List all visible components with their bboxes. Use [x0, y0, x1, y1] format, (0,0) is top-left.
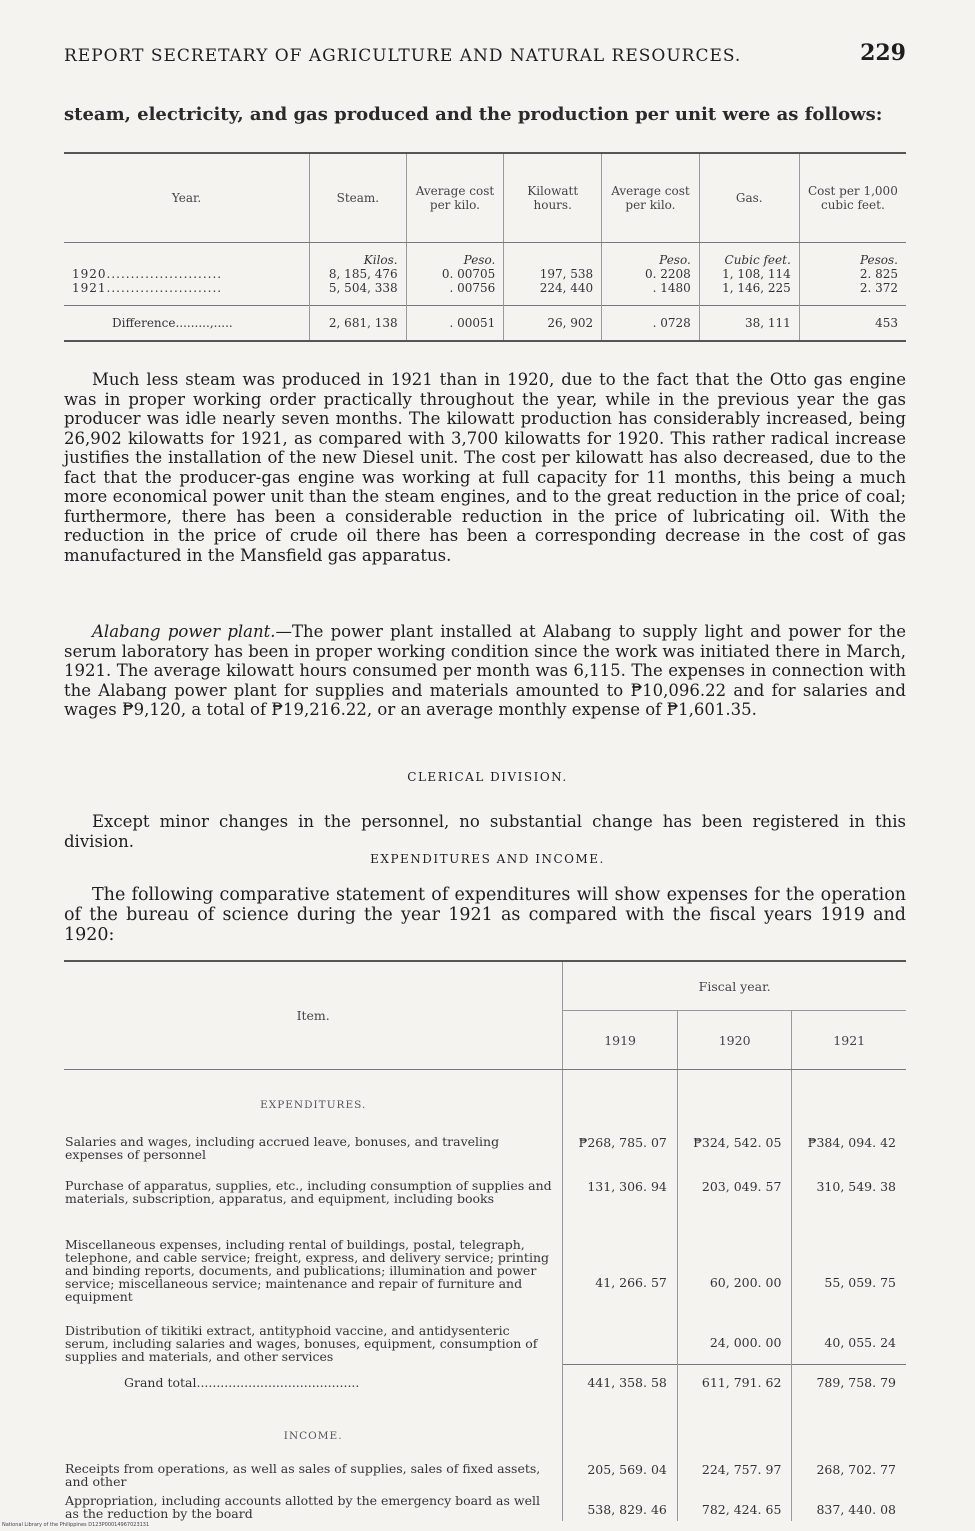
difference-label: Difference.........,..... — [64, 306, 310, 342]
col-cost-gas: Cost per 1,000 cubic feet. — [799, 153, 906, 243]
cell-1919: 41, 266. 57 — [563, 1206, 678, 1304]
alabang-title: Alabang power plant. — [92, 622, 276, 641]
cell-1919: ₱268, 785. 07 — [563, 1112, 678, 1162]
unit-avg-cost-steam: Peso. — [406, 243, 504, 268]
cell-1919: 205, 569. 04 — [563, 1443, 678, 1489]
diff-steam: 2, 681, 138 — [310, 306, 407, 342]
expenditures-section-label: EXPENDITURES. — [260, 1099, 367, 1111]
cell-1921: 40, 055. 24 — [792, 1304, 906, 1364]
units-row — [64, 243, 906, 268]
cell-1920: 24, 000. 00 — [677, 1304, 792, 1364]
income-item: Appropriation, including accounts allotted by the emergency board as well as the reduction by the board — [65, 1492, 540, 1521]
cell-kwh: 197, 538 — [504, 267, 602, 281]
expenditures-heading: EXPENDITURES AND INCOME. — [370, 852, 605, 866]
cell-1920: 203, 049. 57 — [677, 1162, 792, 1206]
total-1921: 789, 758. 79 — [792, 1364, 906, 1401]
cell-1921: ₱384, 094. 42 — [792, 1112, 906, 1162]
page-number: 229 — [860, 40, 906, 66]
cell-1921: 268, 702. 77 — [792, 1443, 906, 1489]
expenditures-table — [64, 960, 906, 1521]
unit-avg-cost-kwh: Peso. — [602, 243, 700, 268]
income-item: Receipts from operations, as well as sales of supplies, sales of fixed assets, and other — [65, 1460, 541, 1489]
diff-avg-cost-kwh: . 0728 — [602, 306, 700, 342]
diff-cost-gas: 453 — [799, 306, 906, 342]
cell-1920: 60, 200. 00 — [677, 1206, 792, 1304]
table-row — [64, 1443, 906, 1489]
expense-item: Purchase of apparatus, supplies, etc., including consumption of supplies and materials, subscription, apparatus, and equipment, including books — [65, 1178, 552, 1206]
production-table — [64, 152, 906, 342]
cell-1921: 310, 549. 38 — [792, 1162, 906, 1206]
cell-cost-gas: 2. 372 — [799, 281, 906, 306]
footer-credit: National Library of the Philippines D123P00014967023131 — [2, 1522, 150, 1528]
cell-1920: 782, 424. 65 — [677, 1489, 792, 1521]
total-1919: 441, 358. 58 — [563, 1364, 678, 1401]
cell-1920: ₱324, 542. 05 — [677, 1112, 792, 1162]
running-head — [64, 40, 906, 66]
income-section-label: INCOME. — [283, 1429, 343, 1442]
diff-gas: 38, 111 — [699, 306, 799, 342]
cell-1920: 224, 757. 97 — [677, 1443, 792, 1489]
table-row — [64, 1206, 906, 1304]
alabang-text: —The power plant installed at Alabang to supply light and power for the serum laboratory has been in proper working condition since the work was initiated there in March, 1921. The average kilowatt hours consumed per month was 6,115. The expenses in connection with the Alabang power plant for supplies and materials amounted to ₱10,096.22 and for salaries and wages ₱9,120, a total of ₱19,216.22, or an average monthly expense of ₱1,601.35. — [64, 622, 906, 719]
table-row — [64, 281, 906, 306]
diff-avg-cost-steam: . 00051 — [406, 306, 504, 342]
cell-1921: 55, 059. 75 — [792, 1206, 906, 1304]
unit-steam: Kilos. — [310, 243, 407, 268]
cell-1919: 538, 829. 46 — [563, 1489, 678, 1521]
cell-gas: 1, 146, 225 — [699, 281, 799, 306]
col-steam: Steam. — [310, 153, 407, 243]
row-year: 1920........................ — [72, 267, 223, 281]
table-row — [64, 1162, 906, 1206]
unit-kwh — [504, 243, 602, 268]
difference-row — [64, 306, 906, 342]
steam-paragraph: Much less steam was produced in 1921 than in 1920, due to the fact that the Otto gas engine was in proper working order practically throughout the year, while in the previous year the gas producer was idle nearly seven months. The kilowatt production has considerably increased, being 26,902 kilowatts for 1921, as compared with 3,700 kilowatts for 1920. This rather radical increase justifies the installation of the new Diesel unit. The cost per kilowatt has also decreased, due to the fact that the producer-gas engine was working at full capacity for 11 months, this being a much more economical power unit than the steam engines, and to the great reduction in the price of coal; furthermore, there has been a considerable reduction in the price of lubricating oil. With the reduction in the price of crude oil there has been a corresponding decrease in the cost of gas manufactured in the Mansfield gas apparatus. — [64, 370, 906, 565]
table-row — [64, 267, 906, 281]
total-1920: 611, 791. 62 — [677, 1364, 792, 1401]
cell-1919 — [563, 1304, 678, 1364]
clerical-paragraph: Except minor changes in the personnel, no substantial change has been registered in this division. — [64, 812, 906, 851]
cell-1919: 131, 306. 94 — [563, 1162, 678, 1206]
cell-kwh: 224, 440 — [504, 281, 602, 306]
expense-item: Miscellaneous expenses, including rental of buildings, postal, telegraph, telephone, and cable service; freight, express, and delivery service; printing and binding reports, documents, and publications; illumination and power service; miscellaneous service; maintenance and repair of furniture and equipment — [65, 1237, 550, 1304]
cell-gas: 1, 108, 114 — [699, 267, 799, 281]
alabang-paragraph — [64, 622, 906, 720]
col-gas: Gas. — [699, 153, 799, 243]
col-1921: 1921 — [792, 1011, 906, 1070]
cell-1921: 837, 440. 08 — [792, 1489, 906, 1521]
cell-avg-cost-steam: . 00756 — [406, 281, 504, 306]
unit-cost-gas: Pesos. — [799, 243, 906, 268]
unit-year — [64, 243, 310, 268]
grand-total-row — [64, 1364, 906, 1401]
running-title: REPORT SECRETARY OF AGRICULTURE AND NATURAL RESOURCES. — [64, 46, 742, 66]
cell-avg-cost-kwh: 0. 2208 — [602, 267, 700, 281]
production-table-header — [64, 153, 906, 243]
table-row — [64, 1489, 906, 1521]
col-year: Year. — [64, 153, 310, 243]
cell-steam: 8, 185, 476 — [310, 267, 407, 281]
col-avg-cost-steam: Average cost per kilo. — [406, 153, 504, 243]
row-year: 1921........................ — [72, 281, 223, 295]
expense-item: Salaries and wages, including accrued leave, bonuses, and traveling expenses of personnel — [65, 1134, 500, 1162]
grand-total-label: Grand total......................................... — [124, 1374, 360, 1390]
unit-gas: Cubic feet. — [699, 243, 799, 268]
col-kwh: Kilowatt hours. — [504, 153, 602, 243]
col-1920: 1920 — [677, 1011, 792, 1070]
col-item: Item. — [64, 961, 563, 1070]
expense-item: Distribution of tikitiki extract, antityphoid vaccine, and antidysenteric serum, including salaries and wages, bonuses, equipment, consumption of supplies and materials, and other services — [65, 1323, 538, 1364]
fiscal-year-header: Fiscal year. — [563, 961, 906, 1011]
diff-kwh: 26, 902 — [504, 306, 602, 342]
clerical-heading: CLERICAL DIVISION. — [407, 770, 568, 784]
intro-text: steam, electricity, and gas produced and the production per unit were as follows: — [64, 104, 883, 125]
col-1919: 1919 — [563, 1011, 678, 1070]
cell-cost-gas: 2. 825 — [799, 267, 906, 281]
expenditures-intro: The following comparative statement of expenditures will show expenses for the operation of the bureau of science during the year 1921 as compared with the fiscal years 1919 and 1920: — [64, 885, 906, 945]
cell-avg-cost-steam: 0. 00705 — [406, 267, 504, 281]
cell-avg-cost-kwh: . 1480 — [602, 281, 700, 306]
table-row — [64, 1304, 906, 1364]
table-row — [64, 1112, 906, 1162]
cell-steam: 5, 504, 338 — [310, 281, 407, 306]
col-avg-cost-kwh: Average cost per kilo. — [602, 153, 700, 243]
